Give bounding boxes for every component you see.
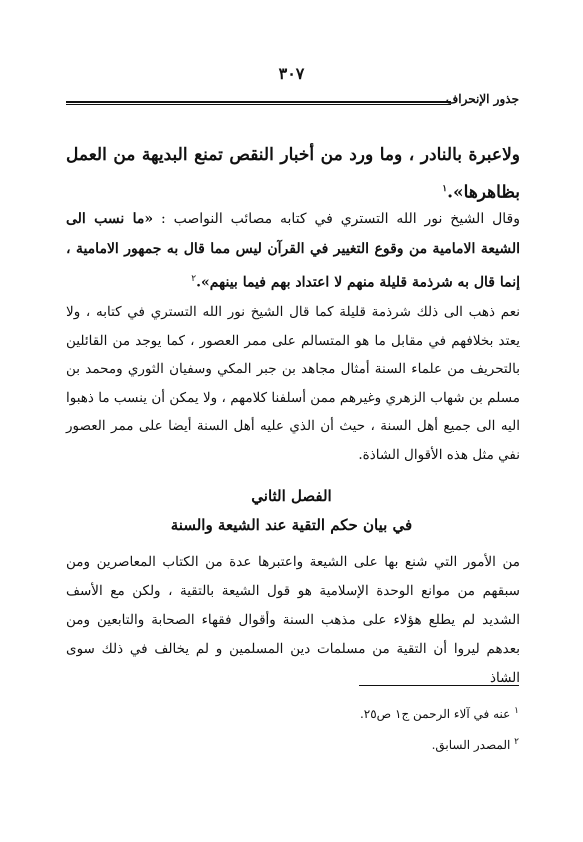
paragraph-quote: «ما نسب الى الشيعة الامامية من وقوع التغيير في القرآن ليس مما قال به جمهور الامامية ، إنما قال به شرذمة قليلة منهم لا اعتداد بهم فيما بينهم». — [66, 211, 520, 291]
footnote-number: ٢ — [514, 737, 519, 747]
paragraph-quote-end — [66, 138, 520, 210]
footnote-ref-1: ١ — [442, 184, 448, 194]
page-number: ٣٠٧ — [278, 64, 305, 83]
paragraph-intro: وقال الشيخ نور الله التستري في كتابه مصائب النواصب : — [153, 211, 520, 227]
paragraph-tustari-quote — [66, 204, 520, 298]
footnotes — [119, 697, 519, 759]
paragraph-text: ولاعبرة بالنادر ، وما ورد من أخبار النقص تمنع البديهة من العمل بظاهرها». — [66, 145, 520, 203]
header-rule — [66, 101, 451, 105]
footnote-ref-2: ٢ — [191, 274, 197, 284]
paragraph-text: من الأمور التي شنع بها على الشيعة واعتبرها عدة من الكتاب المعاصرين ومن سبقهم من موانع الوحدة الإسلامية هو قول الشيعة بالتقية ، ولكن مع الأسف الشديد لم يطلع هؤلاء على مذهب السنة وأقوال فقهاء الصحابة والتابعين ومن بعدهم ليروا أن التقية من مسلمات دين المسلمين و لم يخالف في ذلك سوى الشاذ — [66, 554, 520, 686]
paragraph-text: نعم ذهب الى ذلك شرذمة قليلة كما قال الشيخ نور الله التستري في كتابه ، ولا يعتد بخلافهم في مقابل ما هو المتسالم على ممر العصور ، كما يوجد من القائلين بالتحريف من علماء السنة أمثال مجاهد بن جبر المكي وسفيان الثوري ومحمد بن مسلم بن شهاب الزهري وغيرهم ممن أسلفنا كلامهم ، ولا يمكن أن ينسب ما ذهبوا اليه الى جميع أهل السنة ، حيث أن الذي عليه أهل السنة أيضا على ممر العصور نفي مثل هذه الأقوال الشاذة. — [66, 304, 520, 463]
footnote-rule — [359, 685, 519, 686]
footnote-text: المصدر السابق. — [431, 738, 511, 752]
running-header: جذور الإنحراف — [445, 92, 519, 106]
paragraph-taqiyya-intro — [66, 548, 520, 693]
footnote-number: ١ — [514, 706, 519, 716]
footnote-item — [119, 697, 519, 728]
footnote-item — [119, 728, 519, 759]
paragraph-discussion — [66, 298, 520, 469]
chapter-title: الفصل الثاني — [251, 487, 332, 505]
chapter-subtitle: في بيان حكم التقية عند الشيعة والسنة — [170, 516, 413, 534]
footnote-text: عنه في آلاء الرحمن ج١ ص٢٥. — [359, 707, 511, 721]
